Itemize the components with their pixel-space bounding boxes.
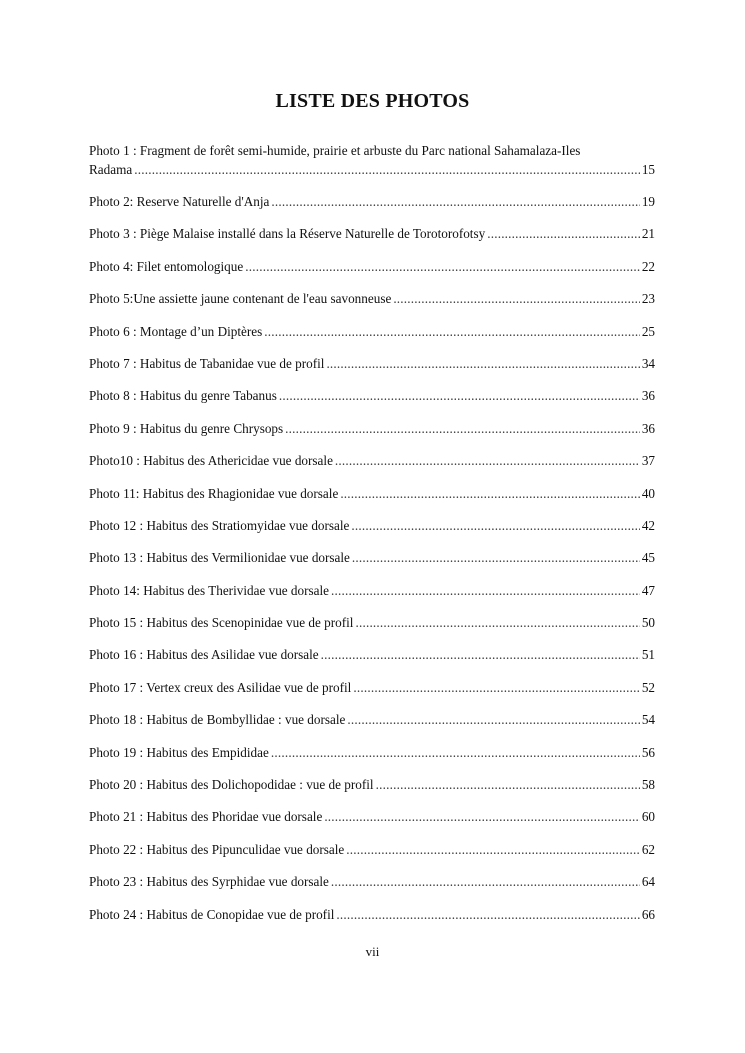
toc-entry-text: Photo 11: Habitus des Rhagionidae vue dorsale — [89, 485, 339, 501]
page-title: LISTE DES PHOTOS — [275, 90, 470, 112]
toc-entry[interactable] — [89, 322, 655, 354]
toc-entry-page: 66 — [641, 906, 655, 922]
toc-entry-page: 56 — [641, 744, 655, 760]
toc-entry-page: 19 — [641, 194, 655, 209]
toc-entry[interactable] — [89, 710, 655, 742]
toc-entry-row — [89, 192, 655, 211]
toc-entry[interactable] — [89, 548, 655, 580]
toc-entry[interactable] — [89, 581, 655, 613]
toc-entry[interactable] — [89, 451, 655, 483]
toc-entry-text: Photo 17 : Vertex creux des Asilidae vue de profil — [89, 679, 352, 695]
toc-entry-page: 52 — [641, 679, 655, 695]
dot-leader — [134, 160, 640, 179]
toc-entry-page: 37 — [641, 453, 655, 469]
toc-entry-text: Photo10 : Habitus des Athericidae vue dorsale — [89, 453, 333, 469]
dot-leader — [393, 289, 640, 308]
toc-entry-text: Photo 8 : Habitus du genre Tabanus — [89, 388, 277, 404]
toc-entry-text: Photo 21 : Habitus des Phoridae vue dorsale — [89, 809, 323, 825]
dot-leader — [340, 484, 640, 503]
toc-entry[interactable] — [89, 386, 655, 418]
dot-leader — [487, 224, 640, 243]
toc-entry-text: Photo 7 : Habitus de Tabanidae vue de profil — [89, 355, 325, 371]
toc-entry[interactable] — [89, 645, 655, 677]
toc-entry[interactable] — [89, 678, 655, 710]
dot-leader — [279, 386, 640, 405]
toc-entry-row — [89, 257, 655, 276]
toc-entry-text: Photo 15 : Habitus des Scenopinidae vue de profil — [89, 615, 354, 631]
toc-entry[interactable] — [89, 905, 655, 937]
dot-leader — [331, 872, 640, 891]
toc-entry[interactable] — [89, 872, 655, 904]
dot-leader — [321, 645, 640, 664]
toc-entry-row — [89, 224, 655, 243]
toc-entry-page: 21 — [641, 226, 655, 242]
toc-entry-text: Photo 20 : Habitus des Dolichopodidae : vue de profil — [89, 777, 374, 793]
toc-entry-page: 36 — [641, 420, 655, 436]
toc-entry-row — [89, 840, 655, 859]
toc-entry[interactable] — [89, 484, 655, 516]
toc-entry-text: Photo 13 : Habitus des Vermilionidae vue dorsale — [89, 550, 350, 566]
toc-entry-row — [89, 905, 655, 924]
toc-entry-row — [89, 710, 655, 729]
dot-leader — [264, 322, 640, 341]
toc-entry[interactable] — [89, 840, 655, 872]
toc-entry-text-line1: Photo 1 : Fragment de forêt semi-humide, prairie et arbuste du Parc national Sahamalaza-Iles — [89, 143, 581, 158]
toc-entry-row — [89, 548, 655, 567]
dot-leader — [324, 807, 640, 826]
toc-entry-text: Radama — [89, 162, 133, 177]
toc-entry-row — [89, 645, 655, 664]
dot-leader — [271, 192, 639, 211]
toc-entry-page: 60 — [641, 809, 655, 825]
toc-entry-page: 15 — [641, 162, 655, 177]
photo-list — [89, 141, 655, 937]
toc-entry[interactable] — [89, 743, 655, 775]
dot-leader — [346, 840, 640, 859]
toc-entry-text: Photo 22 : Habitus des Pipunculidae vue dorsale — [89, 841, 345, 857]
toc-entry[interactable] — [89, 192, 655, 224]
dot-leader — [347, 710, 639, 729]
toc-entry[interactable] — [89, 516, 655, 548]
toc-entry-row — [89, 419, 655, 438]
toc-entry-row — [89, 354, 655, 373]
toc-entry[interactable] — [89, 419, 655, 451]
toc-entry-row — [89, 322, 655, 341]
toc-entry-text: Photo 3 : Piège Malaise installé dans la Réserve Naturelle de Torotorofotsy — [89, 226, 486, 242]
toc-entry-page: 47 — [641, 582, 655, 598]
toc-entry-page: 45 — [641, 550, 655, 566]
dot-leader — [355, 613, 639, 632]
toc-entry-row — [89, 516, 655, 535]
toc-entry-page: 54 — [641, 712, 655, 728]
toc-entry[interactable] — [89, 807, 655, 839]
toc-entry-row — [89, 807, 655, 826]
dot-leader — [336, 905, 639, 924]
dot-leader — [352, 548, 640, 567]
toc-entry-row — [89, 743, 655, 762]
toc-entry-text: Photo 18 : Habitus de Bombyllidae : vue dorsale — [89, 712, 346, 728]
toc-entry-row — [89, 484, 655, 503]
toc-entry-row — [89, 775, 655, 794]
toc-entry-row — [89, 613, 655, 632]
dot-leader — [285, 419, 640, 438]
dot-leader — [326, 354, 639, 373]
toc-entry-text: Photo 23 : Habitus des Syrphidae vue dorsale — [89, 874, 329, 890]
toc-entry-page: 51 — [641, 647, 655, 663]
toc-entry-row — [89, 289, 655, 308]
toc-entry-page: 36 — [641, 388, 655, 404]
toc-entry-row — [89, 872, 655, 891]
toc-entry-page: 25 — [641, 323, 655, 339]
toc-entry[interactable] — [89, 224, 655, 256]
toc-entry[interactable] — [89, 257, 655, 289]
toc-entry-text: Photo 24 : Habitus de Conopidae vue de profil — [89, 906, 335, 922]
dot-leader — [353, 678, 639, 697]
toc-entry-text: Photo 12 : Habitus des Stratiomyidae vue dorsale — [89, 517, 350, 533]
toc-entry-text: Photo 16 : Habitus des Asilidae vue dorsale — [89, 647, 319, 663]
toc-entry-page: 64 — [641, 874, 655, 890]
toc-entry-page: 23 — [641, 291, 655, 307]
toc-entry-text: Photo 9 : Habitus du genre Chrysops — [89, 420, 284, 436]
toc-entry[interactable] — [89, 775, 655, 807]
page-number: vii — [365, 944, 380, 959]
dot-leader — [376, 775, 640, 794]
toc-entry-page: 50 — [641, 615, 655, 631]
toc-entry-text: Photo 19 : Habitus des Empididae — [89, 744, 269, 760]
dot-leader — [271, 743, 640, 762]
toc-entry-row — [89, 678, 655, 697]
toc-entry-page: 22 — [641, 258, 655, 274]
toc-entry-row — [89, 581, 655, 600]
toc-entry-text: Photo 2: Reserve Naturelle d'Anja — [89, 194, 270, 209]
dot-leader — [351, 516, 639, 535]
toc-entry-text: Photo 14: Habitus des Therividae vue dorsale — [89, 582, 330, 598]
toc-entry-text: Photo 5:Une assiette jaune contenant de l'eau savonneuse — [89, 291, 392, 307]
toc-entry-page: 58 — [641, 777, 655, 793]
toc-entry-text: Photo 4: Filet entomologique — [89, 258, 244, 274]
toc-entry-row — [89, 386, 655, 405]
toc-entry[interactable] — [89, 613, 655, 645]
toc-entry-page: 62 — [641, 841, 655, 857]
toc-entry[interactable] — [89, 354, 655, 386]
toc-entry-page: 34 — [641, 355, 655, 371]
toc-entry-text: Photo 6 : Montage d’un Diptères — [89, 323, 263, 339]
toc-entry-page: 42 — [641, 517, 655, 533]
toc-entry-row — [89, 160, 655, 179]
toc-entry-row — [89, 451, 655, 470]
dot-leader — [335, 451, 640, 470]
dot-leader — [245, 257, 640, 276]
toc-entry-page: 40 — [641, 485, 655, 501]
toc-entry[interactable] — [89, 289, 655, 321]
dot-leader — [331, 581, 640, 600]
toc-entry[interactable] — [89, 141, 655, 192]
